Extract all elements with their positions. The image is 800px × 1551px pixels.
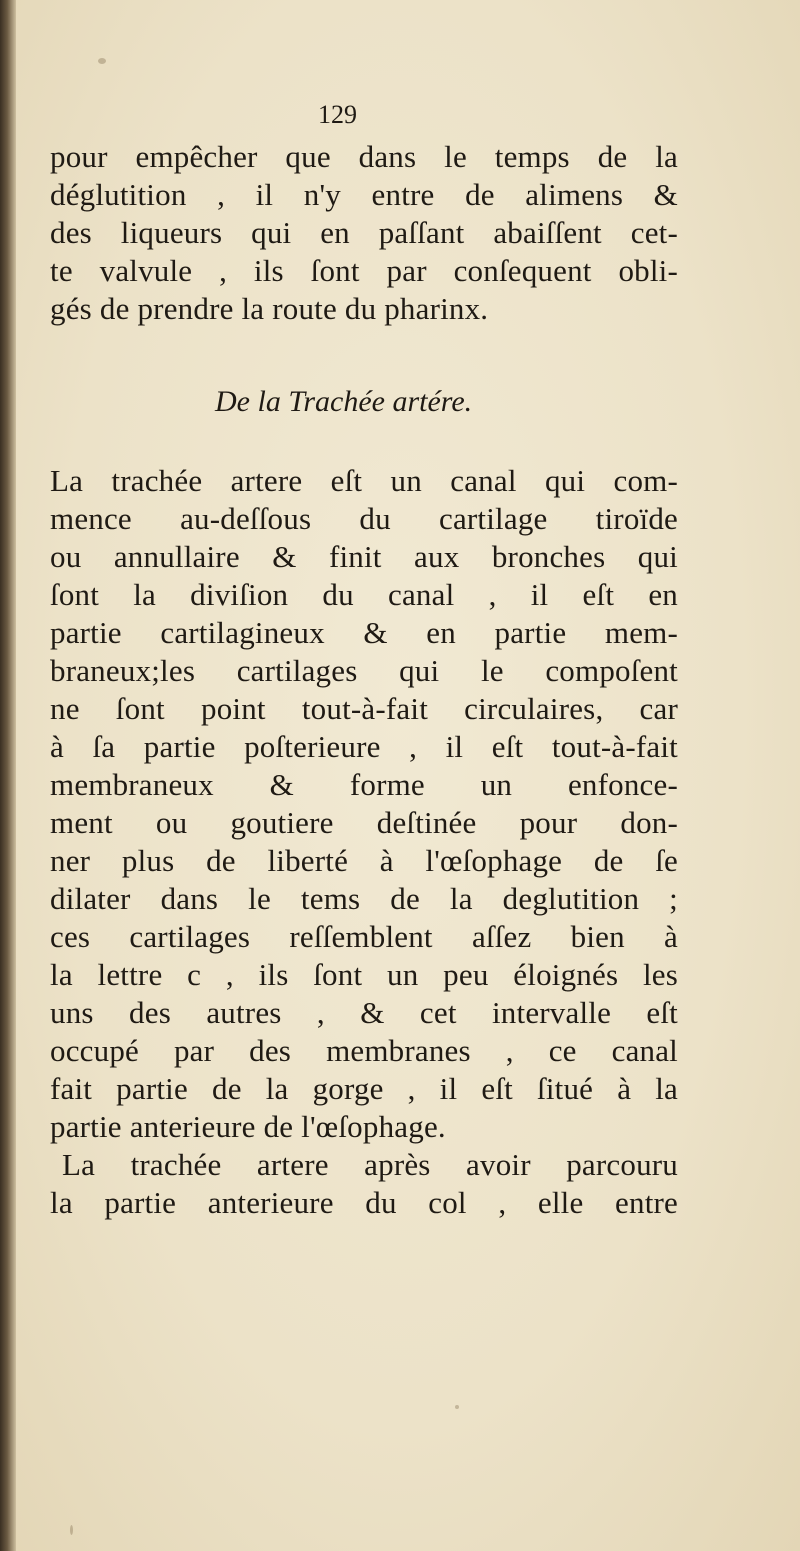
text-line: à ſa partie poſterieure , il eſt tout-à-fait	[50, 729, 678, 764]
text-line: dilater dans le tems de la deglutition ;	[50, 881, 678, 916]
text-line: ces cartilages reſſemblent aſſez bien à	[50, 919, 678, 954]
text-line: mence au-deſſous du cartilage tiroïde	[50, 501, 678, 536]
section-heading: De la Trachée artére.	[215, 385, 473, 418]
text-line: fait partie de la gorge , il eſt ſitué à la	[50, 1071, 678, 1106]
text-line: la partie anterieure du col , elle entre	[50, 1185, 678, 1220]
text-line: te valvule , ils ſont par conſequent obli-	[50, 253, 678, 288]
text-line: ment ou goutiere deſtinée pour don-	[50, 805, 678, 840]
text-line: ſont la diviſion du canal , il eſt en	[50, 577, 678, 612]
text-line: uns des autres , & cet intervalle eſt	[50, 995, 678, 1030]
text-line: occupé par des membranes , ce canal	[50, 1033, 678, 1068]
text-line: ou annullaire & finit aux bronches qui	[50, 539, 678, 574]
text-line: la lettre c , ils ſont un peu éloignés les	[50, 957, 678, 992]
text-line: La trachée artere après avoir parcouru	[62, 1147, 678, 1182]
page-number: 129	[318, 100, 357, 129]
paper-spot	[70, 1525, 73, 1535]
paper-spot	[98, 58, 106, 64]
text-line: La trachée artere eſt un canal qui com-	[50, 463, 678, 498]
text-line: gés de prendre la route du pharinx.	[50, 291, 489, 326]
text-line: déglutition , il n'y entre de alimens &	[50, 177, 678, 212]
text-line: braneux;les cartilages qui le compoſent	[50, 653, 678, 688]
text-line: membraneux & forme un enfonce-	[50, 767, 678, 802]
paper-spot	[455, 1405, 459, 1409]
text-line: ne ſont point tout-à-fait circulaires, car	[50, 691, 678, 726]
text-line: partie cartilagineux & en partie mem-	[50, 615, 678, 650]
text-line: des liqueurs qui en paſſant abaiſſent cet-	[50, 215, 678, 250]
text-line: pour empêcher que dans le temps de la	[50, 139, 678, 174]
text-line: partie anterieure de l'œſophage.	[50, 1109, 446, 1144]
binding-edge	[0, 0, 16, 1551]
text-line: ner plus de liberté à l'œſophage de ſe	[50, 843, 678, 878]
